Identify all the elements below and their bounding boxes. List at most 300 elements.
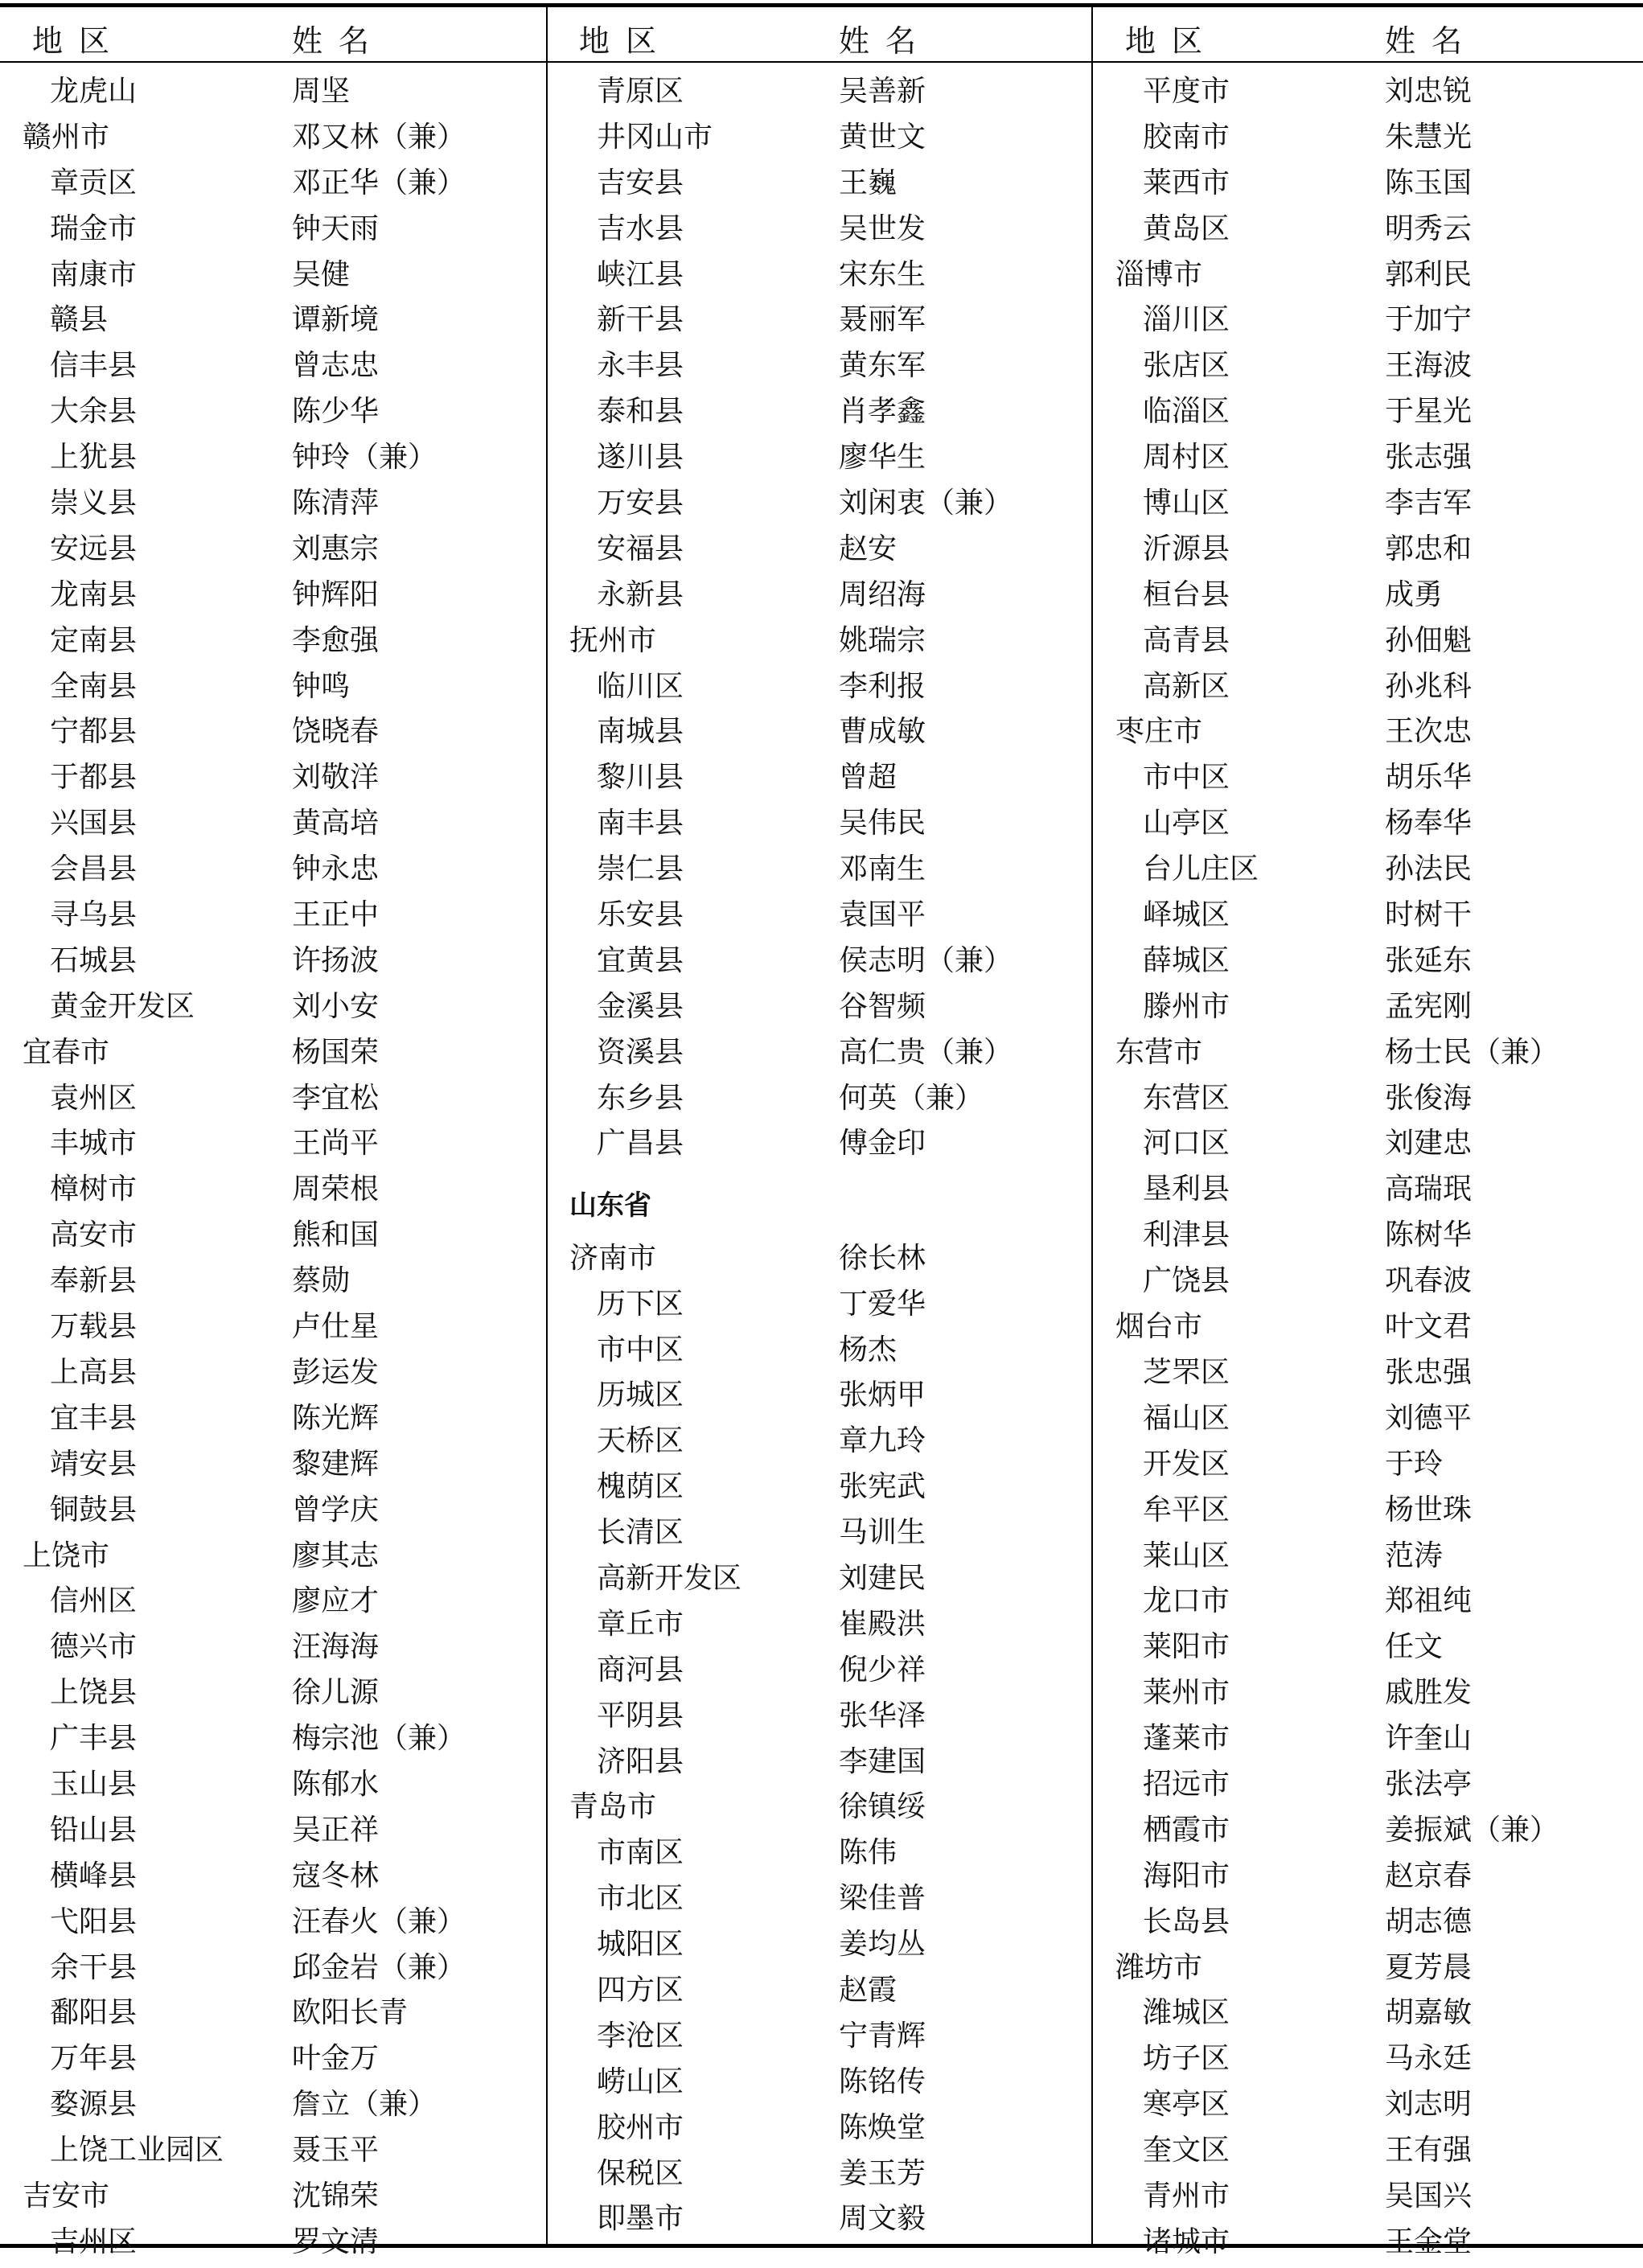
table-row [1093,1581,1640,1627]
region-cell: 于都县 [50,761,138,795]
region-cell: 安远县 [50,532,138,565]
name-cell: 赵安 [839,532,897,565]
table-row [0,1307,547,1353]
table-row [0,1719,547,1765]
table-row [0,2039,547,2085]
region-cell: 南丰县 [597,807,684,840]
region-cell: 栖霞市 [1143,1813,1230,1847]
table-row [0,392,547,438]
table-row [547,1650,1094,1696]
table-row [1093,621,1640,667]
table-row [1093,163,1640,209]
name-cell: 张炳甲 [839,1378,926,1412]
table-row [1093,72,1640,117]
region-cell: 山亭区 [1143,807,1230,840]
name-cell: 戚胜发 [1385,1676,1473,1710]
table-row [547,1925,1094,1970]
name-cell: 周坚 [292,75,351,108]
name-cell: 陈光辉 [292,1401,380,1435]
region-cell: 宜丰县 [50,1401,138,1435]
name-cell: 郑祖纯 [1385,1584,1473,1618]
table-row [1093,346,1640,392]
name-cell: 吴健 [292,257,351,291]
table-row [0,346,547,392]
table-row [1093,667,1640,713]
table-row [1093,2039,1640,2085]
region-cell: 博山区 [1143,487,1230,520]
name-cell: 李建国 [839,1744,926,1778]
name-cell: 高瑞珉 [1385,1173,1473,1206]
table-row [0,1444,547,1490]
table-row [0,1261,547,1307]
region-cell: 槐荫区 [597,1470,684,1504]
name-cell: 邓南生 [839,853,926,886]
table-row [0,895,547,941]
region-cell: 广昌县 [597,1127,684,1161]
name-cell: 孟宪刚 [1385,989,1473,1023]
table-row [0,1673,547,1719]
table-row [1093,209,1640,255]
region-cell: 青州市 [1143,2179,1230,2213]
table-row [0,1169,547,1215]
name-cell: 姜均丛 [839,1928,926,1962]
table-row [1093,438,1640,483]
name-cell: 廖应才 [292,1584,380,1618]
region-cell: 莱山区 [1143,1539,1230,1572]
region-cell: 沂源县 [1143,532,1230,565]
name-cell: 聂玉平 [292,2134,380,2167]
name-cell: 曾学庆 [292,1493,380,1526]
region-cell: 弋阳县 [50,1904,138,1938]
name-cell: 陈伟 [839,1836,897,1870]
table-row [0,117,547,163]
name-cell: 熊和国 [292,1218,380,1252]
column-2 [547,0,1094,2254]
name-cell: 罗文清 [292,2225,380,2258]
name-cell: 陈清萍 [292,487,380,520]
region-cell: 即墨市 [597,2202,684,2236]
name-cell: 杨世珠 [1385,1493,1473,1526]
table-row [0,1353,547,1399]
region-cell: 信州区 [50,1584,138,1618]
table-row [0,1993,547,2039]
name-cell: 寇冬林 [292,1859,380,1892]
table-row [1093,895,1640,941]
region-cell: 赣县 [50,303,109,337]
table-row [1093,2222,1640,2268]
region-cell: 高青县 [1143,623,1230,657]
region-cell: 袁州区 [50,1081,138,1115]
region-cell: 金溪县 [597,989,684,1023]
name-cell: 饶晓春 [292,715,380,749]
region-cell: 崂山区 [597,2065,684,2098]
region-cell: 铜鼓县 [50,1493,138,1526]
region-cell: 长岛县 [1143,1904,1230,1938]
region-cell: 万年县 [50,2042,138,2076]
table-row [0,1490,547,1536]
name-cell: 廖华生 [839,441,926,475]
region-cell: 临淄区 [1143,395,1230,429]
name-cell: 郭利民 [1385,257,1473,291]
name-cell: 朱慧光 [1385,120,1473,154]
region-cell: 长清区 [597,1516,684,1550]
region-cell: 丰城市 [50,1127,138,1161]
name-cell: 谷智频 [839,989,926,1023]
region-cell: 济阳县 [597,1744,684,1778]
table-row [547,1033,1094,1079]
table-row [0,1902,547,1948]
table-row [0,2222,547,2268]
region-cell: 吉安市 [23,2179,110,2213]
table-row [1093,1079,1640,1124]
region-cell: 吉州区 [50,2225,138,2258]
region-cell: 开发区 [1143,1447,1230,1481]
table-row [0,1215,547,1261]
name-cell: 章九玲 [839,1424,926,1458]
name-cell: 王海波 [1385,349,1473,383]
section-heading-row [547,1169,1094,1238]
name-cell: 于星光 [1385,395,1473,429]
name-cell: 陈焕堂 [839,2110,926,2144]
region-cell: 东营区 [1143,1081,1230,1115]
table-row [0,1627,547,1673]
region-cell: 广饶县 [1143,1264,1230,1298]
region-cell: 黄岛区 [1143,212,1230,245]
table-row [547,1604,1094,1650]
name-cell: 刘建民 [839,1561,926,1595]
name-cell: 梅宗池（兼） [292,1722,466,1756]
region-cell: 龙虎山 [50,75,138,108]
region-cell: 黄金开发区 [50,989,195,1023]
region-cell: 婺源县 [50,2088,138,2122]
region-cell: 永新县 [597,577,684,611]
name-cell: 于加宁 [1385,303,1473,337]
table-row [1093,2176,1640,2222]
region-cell: 峡江县 [597,257,684,291]
name-cell: 宋东生 [839,257,926,291]
region-cell: 广丰县 [50,1722,138,1756]
region-cell: 烟台市 [1115,1310,1203,1344]
name-cell: 袁国平 [839,898,926,932]
table-row [0,667,547,713]
table-row [0,621,547,667]
region-cell: 会昌县 [50,853,138,886]
table-row [1093,987,1640,1033]
region-cell: 垦利县 [1143,1173,1230,1206]
name-cell: 曹成敏 [839,715,926,749]
region-cell: 张店区 [1143,349,1230,383]
name-cell: 聂丽军 [839,303,926,337]
table-row [0,1810,547,1856]
region-cell: 定南县 [50,623,138,657]
name-cell: 刘小安 [292,989,380,1023]
table-row [1093,1033,1640,1079]
name-cell: 李利报 [839,669,926,703]
table-row [547,1559,1094,1604]
name-cell: 张志强 [1385,441,1473,475]
name-cell: 高仁贵（兼） [839,1035,1013,1069]
region-cell: 奉新县 [50,1264,138,1298]
region-cell: 海阳市 [1143,1859,1230,1892]
table-row [547,1742,1094,1788]
region-header: 地区 [1125,23,1219,59]
name-cell: 崔殿洪 [839,1607,926,1641]
name-cell: 彭运发 [292,1355,380,1389]
region-cell: 大余县 [50,395,138,429]
name-cell: 曾志忠 [292,349,380,383]
column-rows [547,72,1094,2245]
table-row [0,849,547,895]
region-cell: 横峰县 [50,1859,138,1892]
name-cell: 钟天雨 [292,212,380,245]
table-row [0,575,547,621]
region-cell: 城阳区 [597,1928,684,1962]
table-row [1093,1719,1640,1765]
name-cell: 詹立（兼） [292,2088,437,2122]
name-cell: 刘惠宗 [292,532,380,565]
table-row [1093,2085,1640,2130]
region-cell: 滕州市 [1143,989,1230,1023]
region-cell: 永丰县 [597,349,684,383]
name-header: 姓名 [292,23,386,59]
region-cell: 余干县 [50,1950,138,1984]
name-cell: 巩春波 [1385,1264,1473,1298]
table-row [547,392,1094,438]
name-header: 姓名 [1385,23,1479,59]
name-cell: 刘忠锐 [1385,75,1473,108]
name-cell: 张法亭 [1385,1767,1473,1801]
region-cell: 诸城市 [1143,2225,1230,2258]
table-row [1093,255,1640,301]
name-cell: 汪海海 [292,1630,380,1664]
region-cell: 招远市 [1143,1767,1230,1801]
table-row [0,941,547,987]
region-cell: 万载县 [50,1310,138,1344]
region-cell: 新干县 [597,303,684,337]
table-row [0,987,547,1033]
table-row [547,1467,1094,1513]
region-cell: 宜春市 [23,1035,110,1069]
region-cell: 利津县 [1143,1218,1230,1252]
name-cell: 时树干 [1385,898,1473,932]
name-cell: 倪少祥 [839,1653,926,1687]
name-cell: 胡乐华 [1385,761,1473,795]
table-row [0,1856,547,1902]
name-cell: 徐长林 [839,1241,926,1275]
name-cell: 范涛 [1385,1539,1444,1572]
column-header [0,5,547,61]
name-cell: 孙兆科 [1385,669,1473,703]
table-row [547,1833,1094,1879]
table-row [1093,300,1640,346]
region-cell: 李沧区 [597,2019,684,2052]
name-cell: 成勇 [1385,577,1444,611]
table-row [0,163,547,209]
region-cell: 黎川县 [597,761,684,795]
table-row [547,987,1094,1033]
table-row [0,2176,547,2222]
region-cell: 章贡区 [50,166,138,199]
region-cell: 崇义县 [50,487,138,520]
table-row [547,346,1094,392]
table-row [547,1879,1094,1925]
region-cell: 高新区 [1143,669,1230,703]
name-cell: 周文毅 [839,2202,926,2236]
table-row [547,1421,1094,1467]
table-row [1093,1856,1640,1902]
name-cell: 刘闲衷（兼） [839,487,1013,520]
table-row [547,163,1094,209]
table-row [547,1375,1094,1421]
table-row [547,1284,1094,1330]
name-cell: 丁爱华 [839,1287,926,1321]
name-cell: 梁佳普 [839,1882,926,1916]
name-cell: 叶文君 [1385,1310,1473,1344]
name-cell: 邓正华（兼） [292,166,466,199]
table-row [1093,1444,1640,1490]
name-cell: 姜玉芳 [839,2156,926,2190]
region-cell: 上饶县 [50,1676,138,1710]
region-cell: 瑞金市 [50,212,138,245]
name-cell: 陈树华 [1385,1218,1473,1252]
table-row [0,758,547,803]
table-row [547,2016,1094,2062]
name-cell: 李吉军 [1385,487,1473,520]
name-cell: 孙法民 [1385,853,1473,886]
region-cell: 赣州市 [23,120,110,154]
name-cell: 杨奉华 [1385,807,1473,840]
region-cell: 章丘市 [597,1607,684,1641]
region-cell: 德兴市 [50,1630,138,1664]
column-header [1093,5,1640,61]
table-row [1093,1169,1640,1215]
name-cell: 张延东 [1385,943,1473,977]
region-cell: 寒亭区 [1143,2088,1230,2122]
region-cell: 牟平区 [1143,1493,1230,1526]
name-cell: 吴世发 [839,212,926,245]
table-row [0,438,547,483]
name-cell: 夏芳晨 [1385,1950,1473,1984]
region-cell: 胶南市 [1143,120,1230,154]
name-cell: 李愈强 [292,623,380,657]
table-row [547,1330,1094,1376]
table-row [1093,1902,1640,1948]
name-cell: 杨杰 [839,1333,897,1366]
table-row [1093,1399,1640,1444]
column-1 [0,0,547,2258]
column-header [547,5,1094,61]
column-rows [1093,72,1640,2268]
region-cell: 高新开发区 [597,1561,742,1595]
region-cell: 石城县 [50,943,138,977]
table-row [0,1399,547,1444]
table-row [547,2199,1094,2245]
table-row [0,72,547,117]
name-cell: 沈锦荣 [292,2179,380,2213]
name-cell: 许奎山 [1385,1722,1473,1756]
region-cell: 宜黄县 [597,943,684,977]
name-cell: 姚瑞宗 [839,623,926,657]
region-cell: 保税区 [597,2156,684,2190]
region-cell: 万安县 [597,487,684,520]
region-cell: 枣庄市 [1115,715,1203,749]
table-row [547,209,1094,255]
name-cell: 邓又林（兼） [292,120,466,154]
table-row [547,849,1094,895]
name-cell: 赵京春 [1385,1859,1473,1892]
table-row [1093,758,1640,803]
region-cell: 胶州市 [597,2110,684,2144]
table-row [1093,1948,1640,1994]
table-row [1093,529,1640,575]
table-row [0,1033,547,1079]
name-cell: 王次忠 [1385,715,1473,749]
name-cell: 叶金万 [292,2042,380,2076]
region-cell: 樟树市 [50,1173,138,1206]
name-cell: 王正中 [292,898,380,932]
name-cell: 于玲 [1385,1447,1444,1481]
name-cell: 姜振斌（兼） [1385,1813,1559,1847]
region-cell: 平度市 [1143,75,1230,108]
region-cell: 市中区 [597,1333,684,1366]
table-row [1093,483,1640,529]
table-row [547,575,1094,621]
region-cell: 靖安县 [50,1447,138,1481]
table-row [0,2085,547,2130]
region-header: 地区 [32,23,126,59]
name-cell: 陈玉国 [1385,166,1473,199]
table-row [1093,1353,1640,1399]
table-row [1093,803,1640,849]
name-cell: 黄高培 [292,807,380,840]
name-cell: 徐儿源 [292,1676,380,1710]
table-row [0,1765,547,1810]
name-cell: 刘德平 [1385,1401,1473,1435]
name-cell: 钟玲（兼） [292,441,437,475]
table-row [547,803,1094,849]
name-cell: 明秀云 [1385,212,1473,245]
name-cell: 黄东军 [839,349,926,383]
name-cell: 王尚平 [292,1127,380,1161]
table-row [1093,575,1640,621]
name-cell: 陈郁水 [292,1767,380,1801]
region-cell: 上饶市 [23,1539,110,1572]
name-cell: 刘建忠 [1385,1127,1473,1161]
table-row [547,529,1094,575]
name-cell: 马训生 [839,1516,926,1550]
table-row [1093,1627,1640,1673]
table-row [547,300,1094,346]
region-cell: 峄城区 [1143,898,1230,932]
table-row [0,2130,547,2176]
region-cell: 上犹县 [50,441,138,475]
region-cell: 市北区 [597,1882,684,1916]
name-cell: 钟鸣 [292,669,351,703]
region-cell: 福山区 [1143,1401,1230,1435]
name-cell: 李宜松 [292,1081,380,1115]
name-cell: 胡志德 [1385,1904,1473,1938]
region-cell: 高安市 [50,1218,138,1252]
region-cell: 青原区 [597,75,684,108]
name-cell: 曾超 [839,761,897,795]
region-cell: 鄱阳县 [50,1996,138,2030]
table-row [547,117,1094,163]
region-cell: 青岛市 [569,1790,657,1824]
table-row [547,1079,1094,1124]
region-cell: 历下区 [597,1287,684,1321]
region-cell: 蓬莱市 [1143,1722,1230,1756]
table-row [1093,849,1640,895]
